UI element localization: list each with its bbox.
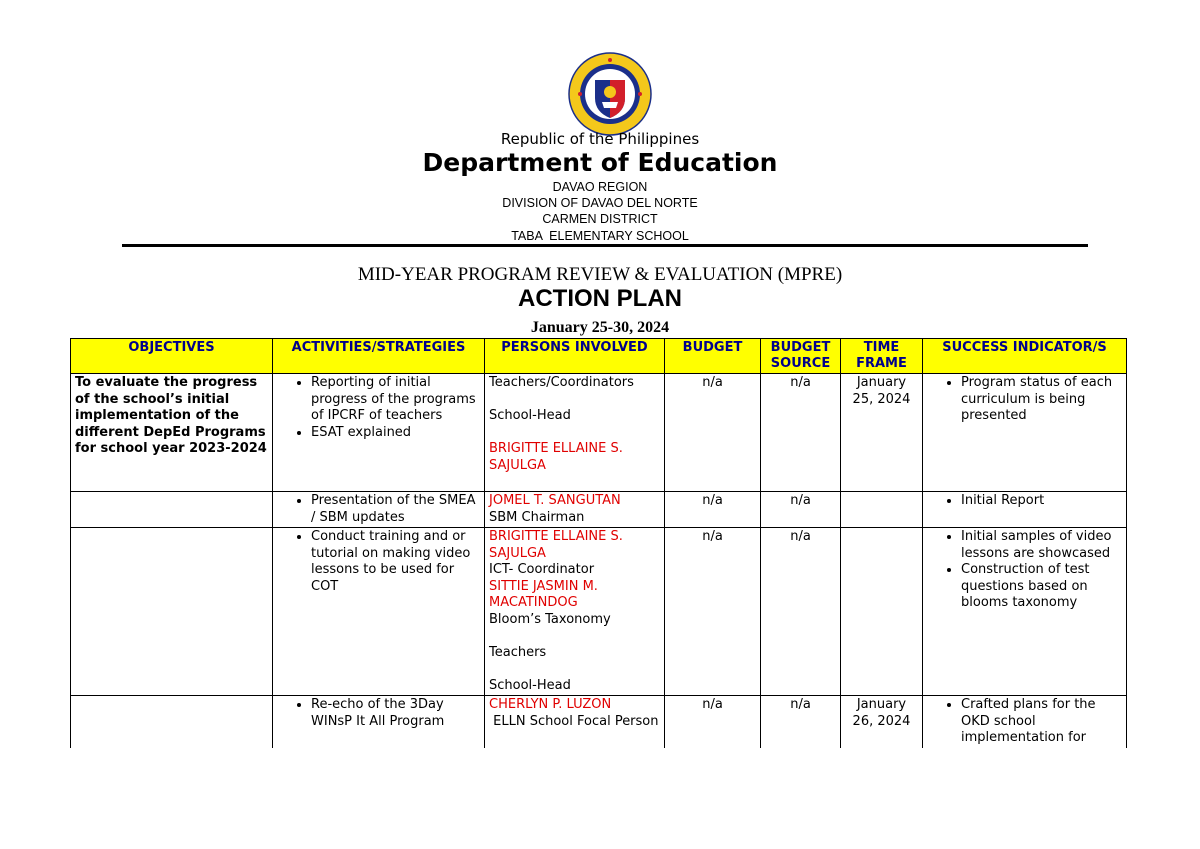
person-entry: School-Head — [489, 408, 571, 423]
activities-cell — [273, 696, 485, 748]
person-name: SITTIE JASMIN M. MACATINDOG — [489, 578, 598, 610]
activities-cell — [273, 528, 485, 696]
person-name: BRIGITTE ELLAINE S. SAJULGA — [489, 529, 623, 561]
table-row — [71, 374, 1127, 492]
person-entry: Bloom’s Taxonomy — [489, 611, 611, 627]
header-success-indicators: SUCCESS INDICATOR/S — [923, 339, 1127, 374]
indicator-item: • Crafted plans for the OKD school implementation for — [961, 697, 1122, 747]
header-activities: ACTIVITIES/STRATEGIES — [273, 339, 485, 374]
deped-seal-logo — [568, 52, 652, 136]
person-entry: ICT- Coordinator — [489, 562, 595, 577]
region-label: DAVAO REGION — [552, 180, 648, 194]
time-frame-cell — [841, 528, 923, 696]
objective-cell — [71, 492, 273, 528]
persons-cell — [485, 374, 665, 492]
budget-cell: n/a — [665, 492, 761, 528]
action-plan-table — [70, 338, 1127, 748]
persons-cell — [485, 696, 665, 748]
time-frame-cell — [841, 492, 923, 528]
person-entry: School-Head — [489, 677, 571, 693]
budget-source-cell: n/a — [761, 528, 841, 696]
budget-cell: n/a — [665, 528, 761, 696]
header-persons: PERSONS INVOLVED — [485, 339, 665, 374]
persons-cell — [485, 528, 665, 696]
header-divider — [122, 244, 1088, 247]
republic-label: Republic of the Philippines — [500, 130, 700, 148]
indicator-item: • Initial Report — [961, 493, 1122, 510]
persons-cell — [485, 492, 665, 528]
budget-source-cell: n/a — [761, 696, 841, 748]
school-label: TABA ELEMENTARY SCHOOL — [511, 229, 689, 243]
objective-cell: To evaluate the progress of the school’s initial implementation of the different DepEd Programs for school year 2023-2024 — [71, 374, 273, 492]
activity-item: • ESAT explained — [311, 425, 480, 442]
budget-source-cell: n/a — [761, 492, 841, 528]
indicator-item: • Construction of test questions based on blooms taxonomy — [961, 562, 1122, 612]
person-entry: ELLN School Focal Person — [489, 713, 659, 729]
program-title: MID-YEAR PROGRAM REVIEW & EVALUATION (MPRE) — [357, 264, 843, 285]
indicators-cell — [923, 696, 1127, 748]
budget-cell: n/a — [665, 374, 761, 492]
division-label: DIVISION OF DAVAO DEL NORTE — [502, 196, 698, 210]
activities-cell — [273, 374, 485, 492]
person-entry: Teachers — [489, 644, 547, 660]
objective-cell — [71, 696, 273, 748]
header-budget: BUDGET — [665, 339, 761, 374]
indicators-cell — [923, 528, 1127, 696]
indicator-item: • Program status of each curriculum is being presented — [961, 375, 1122, 425]
person-entry: Teachers/Coordinators — [489, 375, 634, 390]
indicators-cell — [923, 374, 1127, 492]
table-row — [71, 696, 1127, 748]
indicator-item: • Initial samples of video lessons are showcased — [961, 529, 1122, 562]
activity-item: • Re-echo of the 3Day WINsP It All Program — [311, 697, 480, 730]
budget-cell: n/a — [665, 696, 761, 748]
activity-item: • Reporting of initial progress of the programs of IPCRF of teachers — [311, 375, 480, 425]
table-row — [71, 528, 1127, 696]
person-name: CHERLYN P. LUZON — [489, 697, 612, 712]
action-plan-title: ACTION PLAN — [518, 285, 682, 312]
activity-item: • Presentation of the SMEA / SBM updates — [311, 493, 480, 526]
indicators-cell — [923, 492, 1127, 528]
table-row — [71, 492, 1127, 528]
time-frame-cell: January 25, 2024 — [841, 374, 923, 492]
objective-cell — [71, 528, 273, 696]
time-frame-cell: January 26, 2024 — [841, 696, 923, 748]
header-time-frame: TIME FRAME — [841, 339, 923, 374]
person-name: BRIGITTE ELLAINE S. SAJULGA — [489, 441, 623, 473]
activity-item: • Conduct training and or tutorial on making video lessons to be used for COT — [311, 529, 480, 595]
table-header-row — [71, 339, 1127, 374]
header-budget-source: BUDGET SOURCE — [761, 339, 841, 374]
budget-source-cell: n/a — [761, 374, 841, 492]
date-range: January 25-30, 2024 — [530, 319, 670, 336]
district-label: CARMEN DISTRICT — [542, 212, 658, 226]
person-entry: SBM Chairman — [489, 509, 585, 525]
person-name: JOMEL T. SANGUTAN — [489, 493, 621, 508]
header-objectives: OBJECTIVES — [71, 339, 273, 374]
department-title: Department of Education — [422, 148, 778, 177]
activities-cell — [273, 492, 485, 528]
